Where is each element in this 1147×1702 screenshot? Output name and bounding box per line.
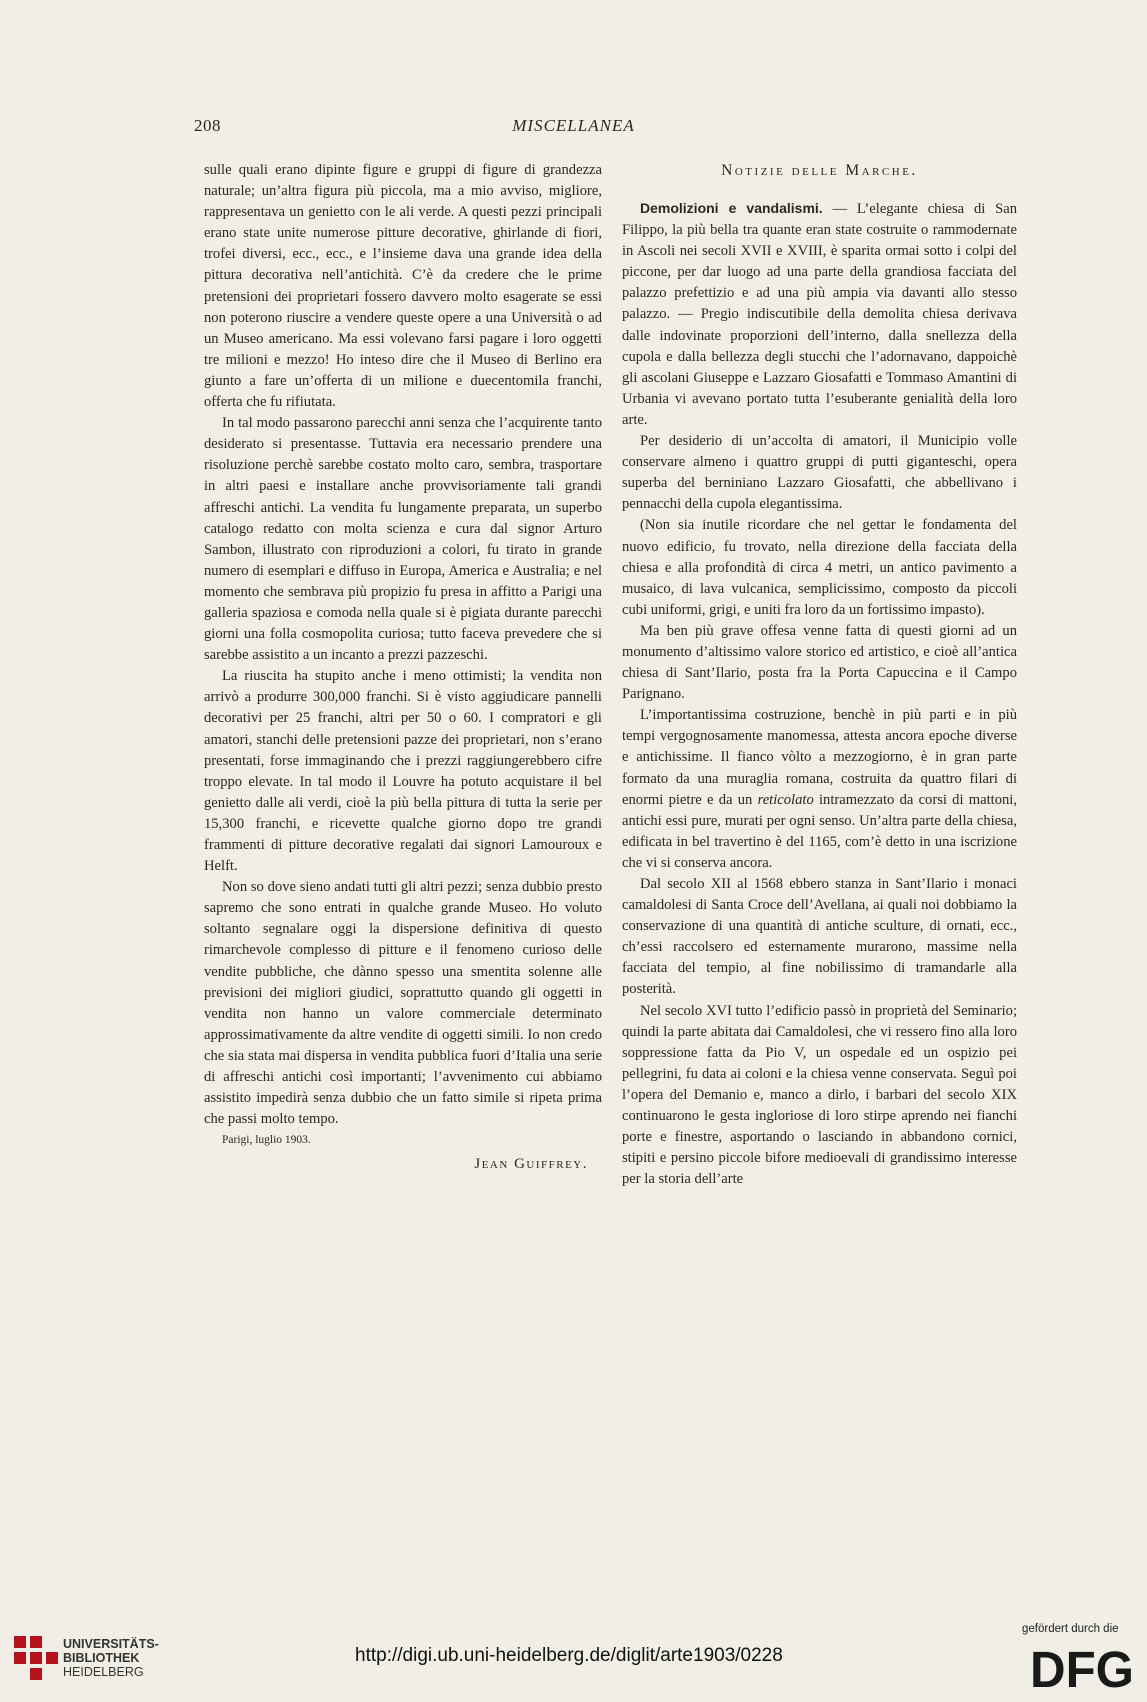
- right-paragraph-2: Per desiderio di un’accolta di amatori, il Municipio volle conservare almeno i quattro gruppi di putti giganteschi, opera superba del berniniano Lazzaro Giosafatti, che abbellivano i pennacchi della cupola elegantissima.: [622, 433, 1017, 513]
- lead-text: — L’elegante chiesa di San Filippo, la più bella tra quante eran state costruite o rammodernate in Ascoli nei secoli XVII e XVIII, è sparita ormai sotto i colpi del piccone, per dar luogo ad una parte della grandiosa facciata del palazzo prefettizio e ad una più ampia via davanti allo stesso palazzo. — Pregio indiscutibile della demolita chiesa derivava dalle indovinate proporzioni dell’interno, dalla snellezza della cupola e dalla bellezza degli stucchi che l’adornavano, dappoichè gli ascolani Giuseppe e Lazzaro Giosafatti e Tommaso Amantini di Urbania vi avevano portato tutta l’esuberante genialità della loro arte.: [622, 201, 1017, 428]
- institution-line-1: UNIVERSITÄTS-: [63, 1637, 159, 1651]
- lead-title: Demolizioni e vandalismi.: [640, 200, 823, 216]
- right-paragraph-3: (Non sia inutile ricordare che nel gettar le fondamenta del nuovo edificio, fu trovato, nella direzione della facciata della chiesa e alla profondità di circa 4 metri, un antico pavimento a musaico, di lava vulcanica, semplicissimo, composto da piccoli cubi uniformi, grigi, e uniti fra loro da un fortissimo impasto).: [622, 517, 1017, 618]
- left-paragraph-1: sulle quali erano dipinte figure e gruppi di figure di grandezza naturale; un’altra figura più piccola, ma a mio avviso, migliore, rappresentava un genietto con le ali verde. A questi pezzi principali erano state unite numerose pitture decorative, ghirlande di fiori, trofei diversi, ecc., ecc., e l’insieme dava una grande idea della pittura decorativa nell’antichità. C’è da credere che le prime pretensioni dei proprietari fossero davvero molto esagerate se essi non poterono riuscire a vendere queste opere a una Università o ad un Museo americano. Ma essi volevano farsi pagare i loro oggetti tre milioni e mezzo! Ho inteso dire che il Museo di Berlino era giunto a fare un’offerta di un milione e duecentomila franchi, offerta che fu rifiutata.: [204, 162, 602, 411]
- institution-line-3: HEIDELBERG: [63, 1665, 144, 1679]
- right-paragraph-4: Ma ben più grave offesa venne fatta di questi giorni ad un monumento d’altissimo valore storico ed artistico, e cioè all’antica chiesa di Sant’Ilario, posta fra la Porta Capuccina e il Campo Parignano.: [622, 622, 1017, 703]
- dfg-logo-text: DFG: [1030, 1644, 1134, 1690]
- author-signature: Jean Guiffrey.: [474, 1156, 588, 1173]
- left-paragraph-3: La riuscita ha stupito anche i meno ottimisti; la vendita non arrivò a produrre 300,000 franchi. Si è visto aggiudicare pannelli decorativi per 25 franchi, altri per 50 o 60. I compratori e gli amatori, stanchi delle pretensioni pazze dei proprietari, non s’erano presentati, forse immaginando che i prezzi raggiungerebbero cifre troppo elevate. In tal modo il Louvre ha potuto acquistare il bel genietto dalle ali verdi, cioè la più bella pittura di tutta la serie per 15,300 franchi, e ricevette qualche giorno dopo tre grandi frammenti di pitture decorative regalati dai signori Lamouroux e Helft.: [204, 668, 602, 875]
- institution-name: [63, 1637, 159, 1679]
- italic-term: reticolato: [757, 791, 814, 808]
- right-column: [622, 160, 1017, 1190]
- dfg-logo-icon: [1030, 1644, 1135, 1690]
- section-heading: Notizie delle Marche.: [721, 162, 918, 179]
- p5-text-b: intramezzato da corsi di mattoni, antichi essi pure, murati per ogni senso. Un’altra parte della chiesa, edificata in bel travertino è del 1165, com’è detto in una iscrizione che vi si conserva ancora.: [622, 791, 1017, 871]
- right-paragraph-1: [622, 198, 1017, 431]
- source-url-link[interactable]: http://digi.ub.uni-heidelberg.de/diglit/arte1903/0228: [355, 1645, 783, 1666]
- page-number: 208: [194, 116, 221, 135]
- sponsor-text: gefördert durch die: [1022, 1623, 1119, 1635]
- left-column: [204, 160, 602, 1176]
- p5-text-a: L’importantissima costruzione, benchè in più parti e in più tempi vergognosamente manomessa, attesta ancora epoche diverse e antichissime. Il fianco vòlto a mezzogiorno, è in gran parte formato da una muraglia romana, costruita da quattro filari di enormi pietre e da un: [622, 707, 1017, 808]
- institution-line-2: BIBLIOTHEK: [63, 1651, 140, 1665]
- left-paragraph-4: Non so dove sieno andati tutti gli altri pezzi; senza dubbio presto sapremo che sono entrati in qualche grande Museo. Ho voluto soltanto segnalare oggi la dispersione definitiva di questo rimarchevole complesso di pitture e il fenomeno curioso delle vendite pubbliche, che dànno spesso una smentita solenne alle previsioni dei migliori giudici, soprattutto quando gli oggetti in vendita non hanno un valore commerciale determinato approssimativamente da altre vendite di oggetti simili. Io non credo che sia stata mai dispersa in vendita pubblica fuori d’Italia una serie di affreschi antichi così importanti; l’avvenimento cui abbiamo assistito impedirà senza dubbio che un fatto simile si ripeta prima che passi molto tempo.: [204, 879, 602, 1128]
- running-title: MISCELLANEA: [512, 116, 635, 135]
- left-paragraph-2: In tal modo passarono parecchi anni senza che l’acquirente tanto desiderato si presentasse. Tuttavia era necessario prendere una risoluzione perchè sarebbe costato molto caro, sembra, trasportare in altri paesi e installare anche provvisoriamente tali grandi affreschi antichi. La vendita fu lungamente preparata, un superbo catalogo redatto con molta scienza e cura dal signor Arturo Sambon, illustrato con riproduzioni a colori, fu tirato in grande numero di esemplari e diffuso in Europa, America e Australia; e nel momento che sembrava più propizio fu presa in affitto a Parigi una galleria spaziosa e comoda nella quale si è pigiata durante parecchi giorni una folla cosmopolita curiosa; tutto faceva prevedere che si sarebbe assistito a un incanto a prezzi pazzeschi.: [204, 415, 602, 664]
- right-paragraph-7: Nel secolo XVI tutto l’edificio passò in proprietà del Seminario; quindi la parte abitata dai Camaldolesi, che vi ressero fino alla loro soppressione fatta da Pio V, un ospedale ed un ospizio pei pellegrini, fu data ai coloni e la chiesa venne conservata. Seguì poi l’opera del Demanio e, manco a dirlo, i barbari del secolo XIX continuarono le gesta ingloriose di loro stirpe aprendo nei fianchi porte e finestre, asportando o lasciando in abbandono cornici, stipiti e persino piccole bifore medioevali di grandissimo interesse per la storia dell’arte: [622, 1002, 1017, 1188]
- dateline: Parigi, luglio 1903.: [222, 1134, 311, 1147]
- right-paragraph-6: Dal secolo XII al 1568 ebbero stanza in Sant’Ilario i monaci camaldolesi di Santa Croce dell’Avellana, ai quali noi dobbiamo la conservazione di una quantità di antiche sculture, di ornati, ecc., ch’essi raccolsero ed esternamente murarono, massime nella facciata del tempio, al fine nobilissimo di tramandarle alla posterità.: [622, 876, 1017, 998]
- footer-bar: [0, 1615, 1147, 1702]
- university-library-logo-icon: [14, 1636, 58, 1682]
- right-paragraph-5: [622, 705, 1017, 874]
